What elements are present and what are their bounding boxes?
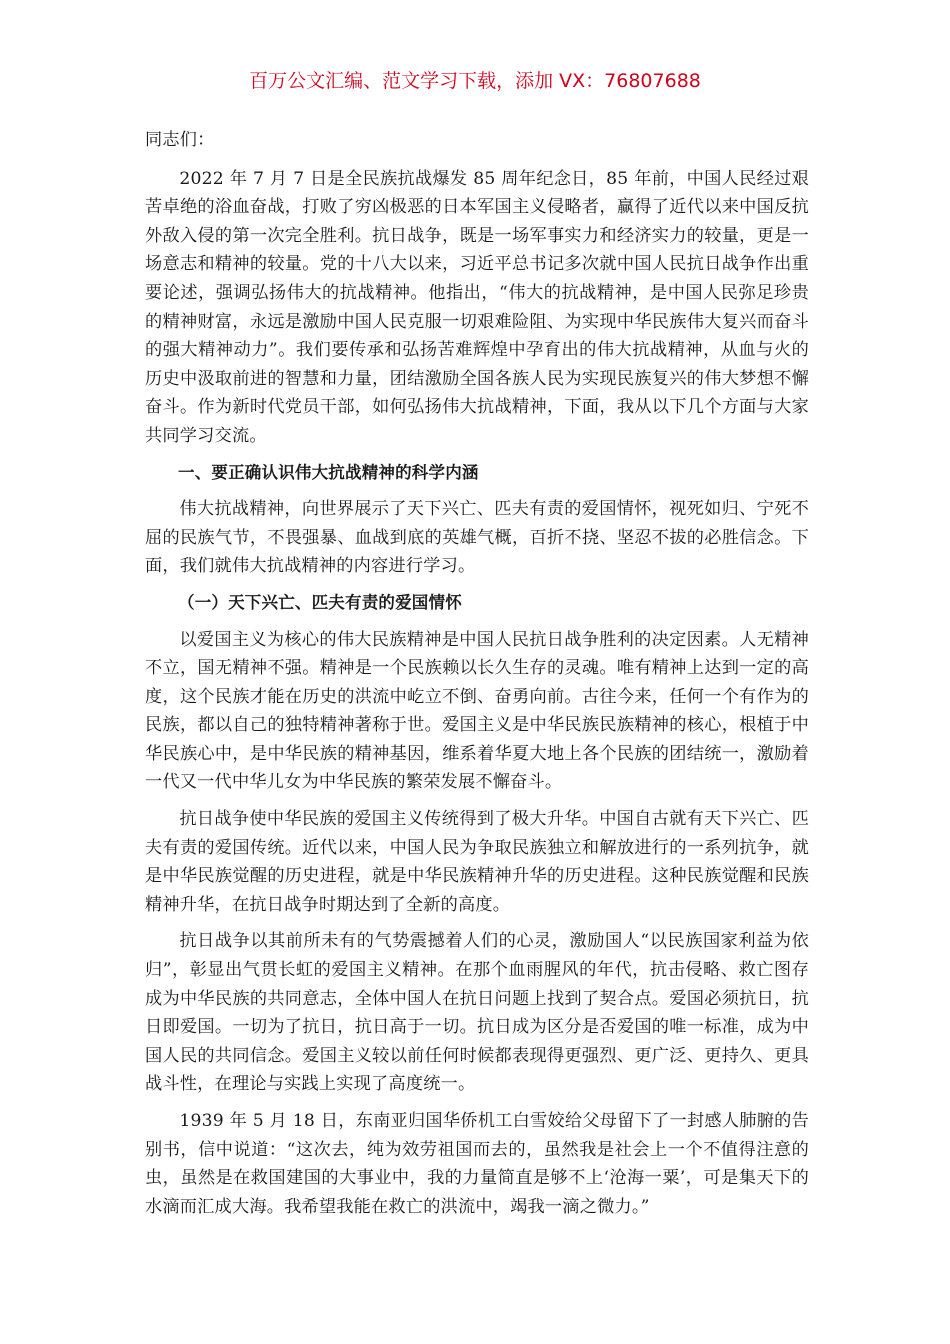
watermark-header: 百万公文汇编、范文学习下载，添加 VX：76807688	[249, 70, 701, 92]
salutation: 同志们：	[145, 130, 215, 150]
paragraph-body: 抗日战争以其前所未有的气势震撼着人们的心灵，激励国人“以民族国家利益为依归”，彰显出气贯长虹的爱国主义精神。在那个血雨腥风的年代，抗击侵略、救亡图存成为中华民族的共同意志，全体中国人在抗日问题上找到了契合点。爱国必须抗日，抗日即爱国。一切为了抗日，抗日高于一切。抗日成为区分是否爱国的唯一标准，成为中国人民的共同信念。爱国主义较以前任何时候都表现得更强烈、更广泛、更持久、更具战斗性，在理论与实践上实现了高度统一。	[145, 931, 809, 1095]
paragraph-section-1-intro: 伟大抗战精神，向世界展示了天下兴亡、匹夫有责的爱国情怀，视死如归、宁死不屈的民族气节，不畏强暴、血战到底的英雄气概，百折不挠、坚忍不拔的必胜信念。下面，我们就伟大抗战精神的内容进行学习。	[145, 499, 809, 577]
document-body	[145, 126, 809, 1229]
paragraph-body: 1939 年 5 月 18 日，东南亚归国华侨机工白雪姣给父母留下了一封感人肺腑的告别书，信中说道：“这次去，纯为效劳祖国而去的，虽然我是社会上一个不值得注意的虫，虽然是在救国建国的大事业中，我的力量简直是够不上‘沧海一粟’，可是集天下的水滴而汇成大海。我希望我能在救亡的洪流中，竭我一滴之微力。”	[145, 1111, 809, 1217]
section-heading-1: 一、要正确认识伟大抗战精神的科学内涵	[178, 462, 479, 482]
paragraph-intro: 2022 年 7 月 7 日是全民族抗战爆发 85 周年纪念日，85 年前，中国人民经过艰苦卓绝的浴血奋战，打败了穷凶极恶的日本军国主义侵略者，赢得了近代以来中国反抗外敌入侵的第一次完全胜利。抗日战争，既是一场军事实力和经济实力的较量，更是一场意志和精神的较量。党的十八大以来，习近平总书记多次就中国人民抗日战争作出重要论述，强调弘扬伟大的抗战精神。他指出，“伟大的抗战精神，是中国人民弥足珍贵的精神财富，永远是激励中国人民克服一切艰难险阻、为实现中华民族伟大复兴而奋斗的强大精神动力”。我们要传承和弘扬苦难辉煌中孕育出的伟大抗战精神，从血与火的历史中汲取前进的智慧和力量，团结激励全国各族人民为实现民族复兴的伟大梦想不懈奋斗。作为新时代党员干部，如何弘扬伟大抗战精神，下面，我从以下几个方面与大家共同学习交流。	[145, 168, 809, 446]
subsection-heading-1: （一）天下兴亡、匹夫有责的爱国情怀	[178, 592, 462, 612]
paragraph-body: 以爱国主义为核心的伟大民族精神是中国人民抗日战争胜利的决定因素。人无精神不立，国无精神不强。精神是一个民族赖以长久生存的灵魂。唯有精神上达到一定的高度，这个民族才能在历史的洪流中屹立不倒、奋勇向前。古往今来，任何一个有作为的民族，都以自己的独特精神著称于世。爱国主义是中华民族民族精神的核心，根植于中华民族心中，是中华民族的精神基因，维系着华夏大地上各个民族的团结统一，激励着一代又一代中华儿女为中华民族的繁荣发展不懈奋斗。	[145, 629, 809, 793]
paragraph-body: 抗日战争使中华民族的爱国主义传统得到了极大升华。中国自古就有天下兴亡、匹夫有责的爱国传统。近代以来，中国人民为争取民族独立和解放进行的一系列抗争，就是中华民族觉醒的历史进程，就是中华民族精神升华的历史进程。这种民族觉醒和民族精神升华，在抗日战争时期达到了全新的高度。	[145, 809, 809, 915]
